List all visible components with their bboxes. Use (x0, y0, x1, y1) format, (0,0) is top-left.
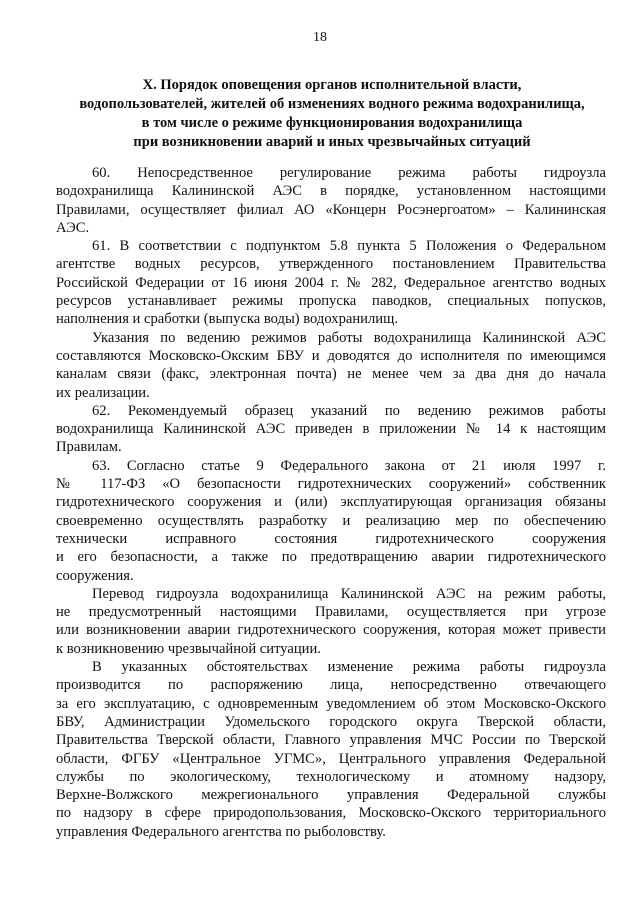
paragraph-line: и его безопасности, а также по предотвращению аварии гидротехнического (56, 549, 606, 566)
paragraph-line: Правилам. (56, 439, 122, 456)
paragraph-line: № 117-ФЗ «О безопасности гидротехнических сооружений» собственник (56, 476, 606, 493)
paragraph-line: за его эксплуатацию, с одновременным уведомлением об этом Московско-Окского (56, 695, 606, 712)
section-title-line: при возникновении аварий и иных чрезвычайных ситуаций (133, 134, 531, 150)
paragraph-line: 63. Согласно статье 9 Федерального закона от 21 июля 1997 г. (92, 457, 606, 474)
body-text (56, 164, 606, 841)
paragraph-line: составляются Московско-Окским БВУ и доводятся до исполнителя по имеющимся (56, 347, 606, 364)
paragraph-line: сооружения. (56, 567, 134, 584)
paragraph-line: водохранилища Калининской АЭС в порядке, установленном настоящими (56, 183, 606, 200)
page-number: 18 (313, 30, 327, 45)
paragraph-line: Правилами, осуществляет филиал АО «Концерн Росэнергоатом» – Калининская (56, 201, 606, 218)
paragraph-line: к возникновению чрезвычайной ситуации. (56, 640, 321, 657)
paragraph (56, 402, 606, 457)
paragraph-line: АЭС. (56, 219, 90, 236)
section-title-line: в том числе о режиме функционирования водохранилища (141, 115, 523, 131)
paragraph (56, 585, 606, 658)
paragraph-line: Указания по ведению режимов работы водохранилища Калининской АЭС (92, 329, 606, 346)
paragraph-line: производится по распоряжению лица, непосредственно отвечающего (56, 677, 606, 694)
paragraph-line: своевременно осуществлять разработку и реализацию мер по обеспечению (56, 512, 606, 529)
paragraph (56, 237, 606, 328)
paragraph-line: по надзору в сфере природопользования, Московско-Окского территориального (56, 805, 606, 822)
paragraph-line: БВУ, Администрации Удомельского городского округа Тверской области, (56, 713, 606, 730)
paragraph-line: водохранилища Калининской АЭС приведен в приложении № 14 к настоящим (56, 421, 606, 438)
paragraph (56, 658, 606, 841)
paragraph-line: технически исправного состояния гидротехнического сооружения (56, 530, 606, 547)
paragraph-line: 62. Рекомендуемый образец указаний по ведению режимов работы (92, 402, 606, 419)
section-title-line: X. Порядок оповещения органов исполнительной власти, (142, 77, 522, 93)
paragraph-line: каналам связи (факс, электронная почта) не менее чем за два дня до начала (56, 366, 606, 383)
paragraph (56, 457, 606, 585)
paragraph-line: Перевод гидроузла водохранилища Калининской АЭС на режим работы, (92, 585, 606, 602)
paragraph-line: Правительства Тверской области, Главного управления МЧС России по Тверской (56, 732, 606, 749)
paragraph-line: Верхне-Волжского межрегионального управления Федеральной службы (56, 787, 606, 804)
paragraph (56, 164, 606, 237)
paragraph-line: гидротехнического сооружения и (или) эксплуатирующая организация обязаны (56, 494, 606, 511)
paragraph-line: наполнения и сработки (выпуска воды) водохранилищ. (56, 311, 398, 328)
paragraph-line: 60. Непосредственное регулирование режима работы гидроузла (92, 165, 606, 181)
section-title (52, 76, 612, 152)
paragraph-line: 61. В соответствии с подпунктом 5.8 пункта 5 Положения о Федеральном (92, 238, 606, 255)
paragraph-line: не предусмотренный настоящими Правилами, осуществляется при угрозе (56, 604, 606, 621)
paragraph-line: В указанных обстоятельствах изменение режима работы гидроузла (92, 659, 606, 676)
paragraph-line: Российской Федерации от 16 июня 2004 г. № 282, Федеральное агентство водных (56, 274, 606, 291)
paragraph-line: ресурсов устанавливает режимы пропуска паводков, специальных попусков, (56, 293, 606, 310)
paragraph (56, 329, 606, 402)
paragraph-line: их реализации. (56, 384, 150, 401)
paragraph-line: агентстве водных ресурсов, утвержденного постановлением Правительства (56, 256, 606, 273)
paragraph-line: области, ФГБУ «Центральное УГМС», Центрального управления Федеральной (56, 750, 606, 767)
paragraph-line: службы по экологическому, технологическому и атомному надзору, (56, 768, 606, 785)
paragraph-line: или возникновении аварии гидротехнического сооружения, которая может привести (56, 622, 606, 639)
section-title-line: водопользователей, жителей об изменениях водного режима водохранилища, (79, 96, 585, 112)
paragraph-line: управления Федерального агентства по рыболовству. (56, 823, 386, 840)
